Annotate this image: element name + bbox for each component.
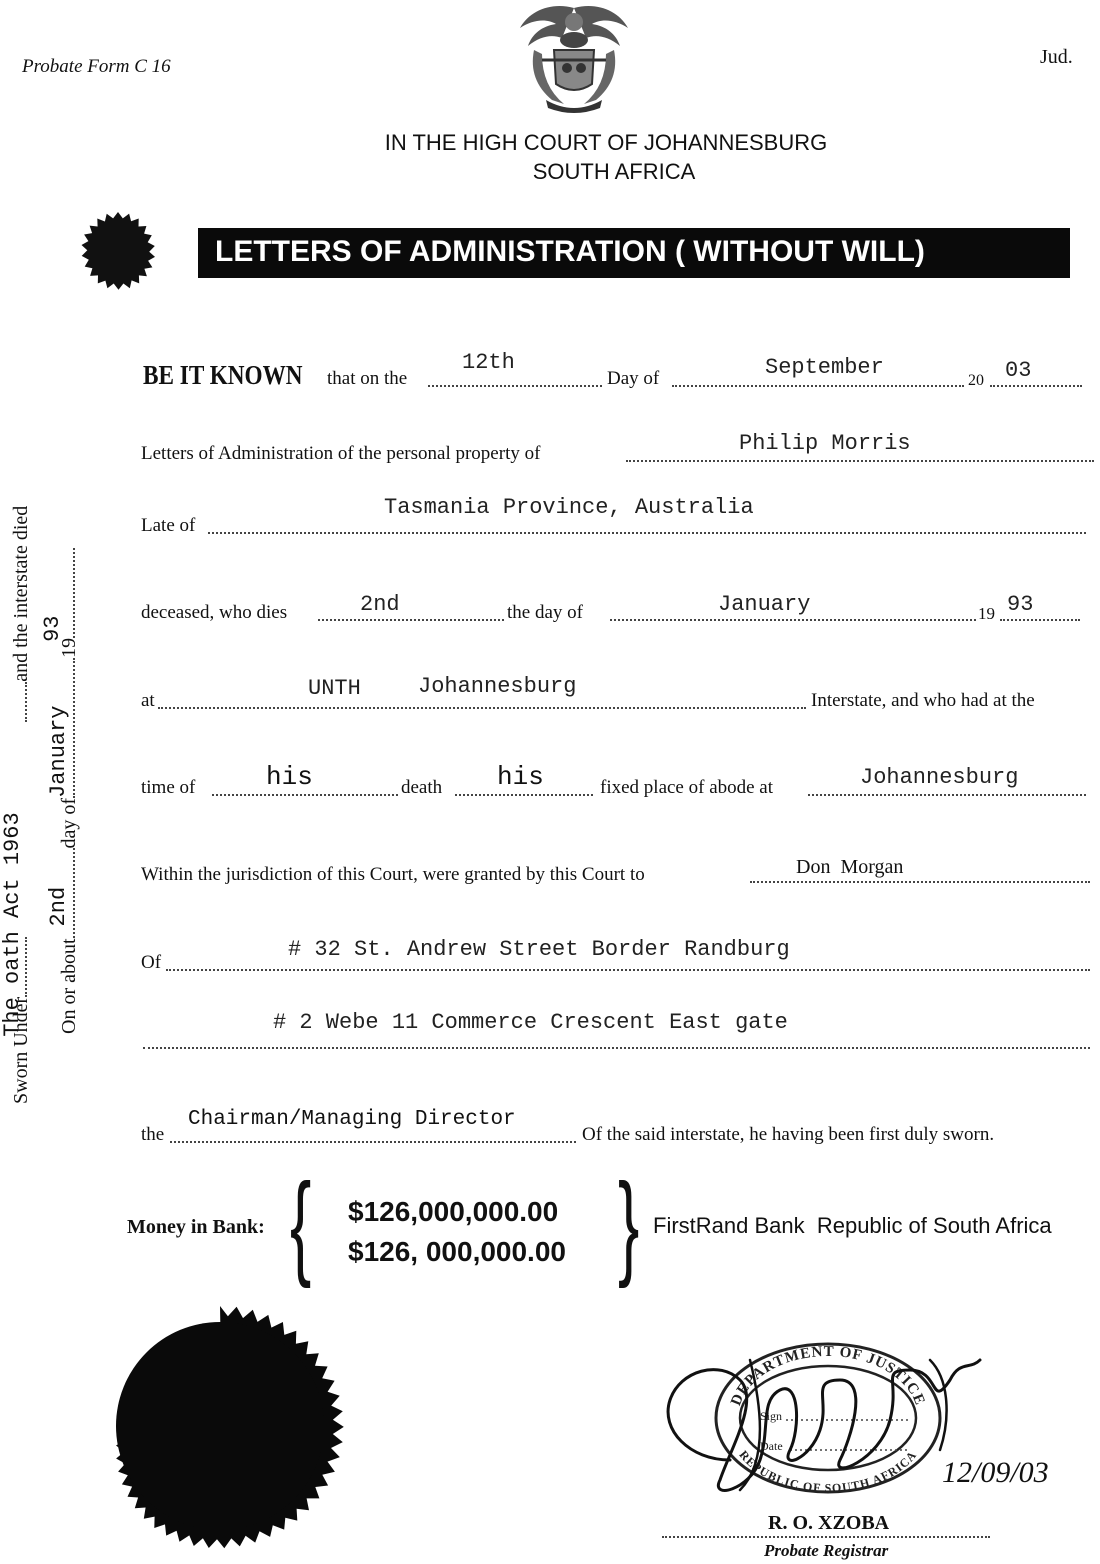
day-of-label-body: Day of xyxy=(607,368,660,389)
right-brace: } xyxy=(618,1159,640,1289)
sworn-under-value: The oath Act 1963 xyxy=(0,812,25,1037)
abode-label: fixed place of abode at xyxy=(600,777,774,798)
the-day-of-label: the day of xyxy=(507,602,583,623)
day-dots xyxy=(428,385,602,387)
about-month-value: January xyxy=(46,705,71,798)
be-it-known-label: BE IT KNOWN xyxy=(143,360,303,390)
stamp-sign-label: Sign xyxy=(760,1409,783,1423)
year-value: 03 xyxy=(1005,358,1032,383)
sworn-dots xyxy=(0,812,27,1037)
year-prefix-label: 19 xyxy=(58,637,80,658)
small-seal-icon xyxy=(76,210,160,294)
at-dots xyxy=(158,707,806,709)
stamp-top-text: DEPARTMENT OF JUSTICE xyxy=(728,1343,928,1408)
death-day-dots xyxy=(318,619,504,621)
address2-dots xyxy=(143,1047,1090,1049)
jud-label: Jud. xyxy=(1040,46,1073,68)
death-year-value: 93 xyxy=(1007,592,1034,617)
grantee-dots xyxy=(750,881,1090,883)
death-month-dots xyxy=(610,619,976,621)
handwritten-date: 12/09/03 xyxy=(942,1456,1049,1489)
money-amount-1: $126,000,000.00 xyxy=(348,1196,559,1227)
money-in-bank-label: Money in Bank: xyxy=(127,1216,265,1238)
death-year-dots xyxy=(1000,619,1080,621)
late-of-dots xyxy=(208,532,1086,534)
address1-dots xyxy=(166,969,1090,971)
document-title: LETTERS OF ADMINISTRATION ( WITHOUT WILL) xyxy=(215,235,925,268)
death-value: his xyxy=(497,762,544,792)
role-value: Chairman/Managing Director xyxy=(188,1108,516,1131)
year-dots xyxy=(990,385,1082,387)
year-prefix: 20 xyxy=(968,372,984,389)
role-dots xyxy=(170,1141,576,1143)
abode-value: Johannesburg xyxy=(860,765,1019,790)
left-brace: { xyxy=(290,1159,312,1289)
time-of-value: his xyxy=(266,762,313,792)
court-name-line2: SOUTH AFRICA xyxy=(532,159,696,184)
time-of-dots xyxy=(212,794,398,796)
death-day-value: 2nd xyxy=(360,592,400,617)
signature-scribble xyxy=(650,1340,990,1500)
about-year-value: 93 xyxy=(40,615,65,642)
person-value: Philip Morris xyxy=(739,431,911,456)
bank-name: FirstRand Bank Republic of South Africa xyxy=(653,1213,1052,1238)
interstate-label: Interstate, and who had at the xyxy=(811,690,1035,711)
at-value-2: Johannesburg xyxy=(418,674,577,699)
of-label: Of xyxy=(141,952,162,973)
abode-dots xyxy=(808,794,1086,796)
address-line-1: # 32 St. Andrew Street Border Randburg xyxy=(288,937,790,962)
registrar-title: Probate Registrar xyxy=(764,1541,889,1560)
late-of-value: Tasmania Province, Australia xyxy=(384,495,754,520)
large-seal-icon xyxy=(96,1302,344,1550)
grantee-value: Don Morgan xyxy=(796,856,904,878)
at-value-1: UNTH xyxy=(308,676,361,701)
death-label: death xyxy=(401,777,443,798)
signature-dots xyxy=(662,1536,990,1538)
court-name-line1: IN THE HIGH COURT OF JOHANNESBURG xyxy=(384,130,828,155)
month-dots xyxy=(672,385,964,387)
death-dots xyxy=(455,794,593,796)
sworn-sentence: Of the said interstate, he having been first duly sworn. xyxy=(582,1124,995,1145)
stamp-date-label: Date xyxy=(760,1439,783,1453)
stamp-bottom-text: REPUBLIC OF SOUTH AFRICA xyxy=(736,1447,920,1496)
death-month-value: January xyxy=(718,592,811,617)
deceased-label: deceased, who dies xyxy=(141,602,288,623)
that-on-the-label: that on the xyxy=(327,368,408,389)
registrar-name: R. O. XZOBA xyxy=(768,1512,890,1534)
the-label: the xyxy=(141,1124,165,1145)
month-value: September xyxy=(765,355,884,380)
about-day-value: 2nd xyxy=(46,886,71,927)
form-number-label: Probate Form C 16 xyxy=(22,56,171,77)
day-value: 12th xyxy=(462,350,515,375)
late-of-label: Late of xyxy=(141,515,196,536)
money-amount-2: $126, 000,000.00 xyxy=(348,1236,566,1267)
address-line-2: # 2 Webe 11 Commerce Crescent East gate xyxy=(273,1010,788,1035)
on-or-about-label: On or about xyxy=(58,938,80,1034)
jurisdiction-label: Within the jurisdiction of this Court, were granted by this Court to xyxy=(141,864,645,885)
time-of-label: time of xyxy=(141,777,196,798)
letters-label: Letters of Administration of the personal property of xyxy=(141,443,541,464)
person-dots xyxy=(626,460,1094,462)
at-label: at xyxy=(141,690,155,711)
sworn-under-label: Sworn Under xyxy=(10,996,32,1104)
interstate-died-label: and the interstate died xyxy=(10,505,32,682)
death-year-prefix: 19 xyxy=(978,604,995,623)
day-of-label: day of xyxy=(58,797,80,849)
title-bar xyxy=(198,228,1070,278)
coat-of-arms-emblem xyxy=(512,0,636,115)
